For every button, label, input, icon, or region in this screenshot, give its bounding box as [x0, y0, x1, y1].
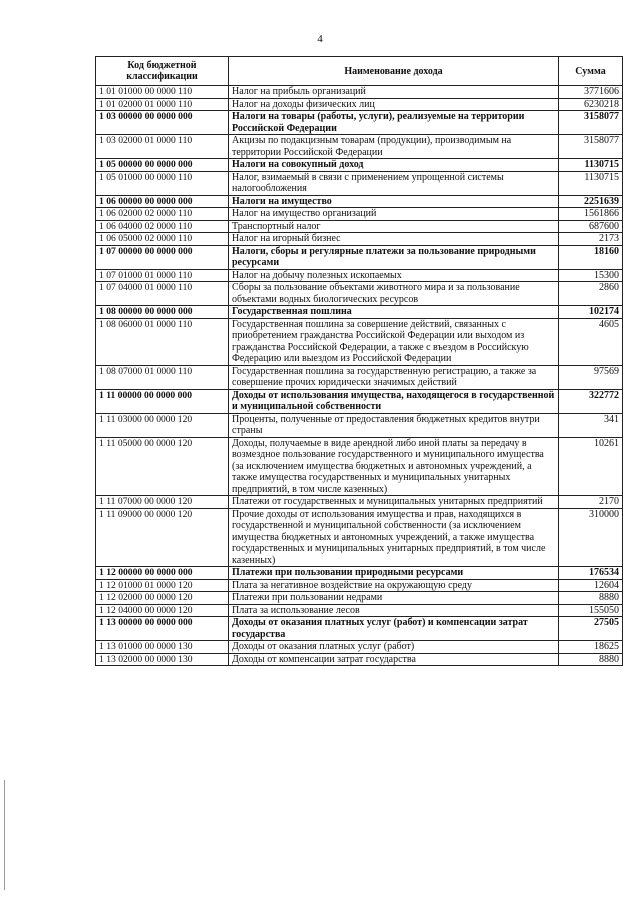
- row-name: Налог на прибыль организаций: [229, 86, 559, 99]
- row-sum: 18160: [559, 245, 623, 269]
- row-name: Доходы, получаемые в виде арендной либо иной платы за передачу в возмездное пользование государственного и муниципального имущества (за исключением имущества бюджетных и автономных учреждений, а также имущества государственных и муниципальных унитарных предприятий, в том числе казенных): [229, 437, 559, 496]
- table-row: [96, 220, 623, 233]
- row-sum: 3158077: [559, 111, 623, 135]
- table-row: [96, 579, 623, 592]
- row-sum: 310000: [559, 508, 623, 567]
- row-code: 1 11 03000 00 0000 120: [96, 413, 229, 437]
- table-row: [96, 641, 623, 654]
- row-name: Доходы от оказания платных услуг (работ): [229, 641, 559, 654]
- row-name: Доходы от использования имущества, находящегося в государственной и муниципальной собственности: [229, 389, 559, 413]
- row-code: 1 11 05000 00 0000 120: [96, 437, 229, 496]
- row-name: Налог на доходы физических лиц: [229, 98, 559, 111]
- row-code: 1 12 00000 00 0000 000: [96, 567, 229, 580]
- table-row: [96, 437, 623, 496]
- row-sum: 15300: [559, 269, 623, 282]
- header-name: Наименование дохода: [229, 57, 559, 86]
- row-name: Платежи от государственных и муниципальных унитарных предприятий: [229, 496, 559, 509]
- row-code: 1 01 02000 01 0000 110: [96, 98, 229, 111]
- table-row: [96, 245, 623, 269]
- table-row: [96, 592, 623, 605]
- row-name: Налоги на имущество: [229, 195, 559, 208]
- row-name: Плата за использование лесов: [229, 604, 559, 617]
- row-name: Налог на имущество организаций: [229, 208, 559, 221]
- table-row: [96, 389, 623, 413]
- row-sum: 322772: [559, 389, 623, 413]
- row-code: 1 07 00000 00 0000 000: [96, 245, 229, 269]
- row-code: 1 06 02000 02 0000 110: [96, 208, 229, 221]
- row-code: 1 07 04000 01 0000 110: [96, 282, 229, 306]
- table-row: [96, 135, 623, 159]
- row-name: Налоги на товары (работы, услуги), реализуемые на территории Российской Федерации: [229, 111, 559, 135]
- table-row: [96, 365, 623, 389]
- row-code: 1 06 05000 02 0000 110: [96, 233, 229, 246]
- table-row: [96, 617, 623, 641]
- row-code: 1 08 07000 01 0000 110: [96, 365, 229, 389]
- row-sum: 341: [559, 413, 623, 437]
- row-code: 1 11 09000 00 0000 120: [96, 508, 229, 567]
- row-sum: 8880: [559, 653, 623, 666]
- row-sum: 687600: [559, 220, 623, 233]
- table-row: [96, 171, 623, 195]
- row-sum: 1130715: [559, 171, 623, 195]
- row-code: 1 12 02000 00 0000 120: [96, 592, 229, 605]
- table-row: [96, 282, 623, 306]
- row-code: 1 13 00000 00 0000 000: [96, 617, 229, 641]
- row-sum: 1130715: [559, 159, 623, 172]
- row-name: Налоги, сборы и регулярные платежи за пользование природными ресурсами: [229, 245, 559, 269]
- table-row: [96, 653, 623, 666]
- scan-edge-mark: [4, 780, 5, 890]
- revenue-table: [95, 56, 623, 666]
- row-sum: 2173: [559, 233, 623, 246]
- row-name: Налог на добычу полезных ископаемых: [229, 269, 559, 282]
- row-code: 1 05 00000 00 0000 000: [96, 159, 229, 172]
- row-sum: 2170: [559, 496, 623, 509]
- row-sum: 18625: [559, 641, 623, 654]
- table-row: [96, 508, 623, 567]
- table-row: [96, 233, 623, 246]
- table-row: [96, 98, 623, 111]
- row-code: 1 12 01000 01 0000 120: [96, 579, 229, 592]
- table-body: [96, 86, 623, 666]
- table-row: [96, 306, 623, 319]
- row-sum: 2251639: [559, 195, 623, 208]
- row-sum: 2860: [559, 282, 623, 306]
- row-code: 1 13 02000 00 0000 130: [96, 653, 229, 666]
- table-row: [96, 208, 623, 221]
- row-name: Налог на игорный бизнес: [229, 233, 559, 246]
- row-name: Сборы за пользование объектами животного мира и за пользование объектами водных биологических ресурсов: [229, 282, 559, 306]
- row-code: 1 11 07000 00 0000 120: [96, 496, 229, 509]
- row-code: 1 03 00000 00 0000 000: [96, 111, 229, 135]
- row-name: Плата за негативное воздействие на окружающую среду: [229, 579, 559, 592]
- table-row: [96, 604, 623, 617]
- row-code: 1 07 01000 01 0000 110: [96, 269, 229, 282]
- row-name: Государственная пошлина: [229, 306, 559, 319]
- row-name: Платежи при пользовании природными ресурсами: [229, 567, 559, 580]
- table-row: [96, 496, 623, 509]
- row-code: 1 11 00000 00 0000 000: [96, 389, 229, 413]
- row-name: Налог, взимаемый в связи с применением упрощенной системы налогообложения: [229, 171, 559, 195]
- table-row: [96, 269, 623, 282]
- row-sum: 27505: [559, 617, 623, 641]
- table-row: [96, 413, 623, 437]
- row-code: 1 06 04000 02 0000 110: [96, 220, 229, 233]
- table-row: [96, 567, 623, 580]
- row-sum: 97569: [559, 365, 623, 389]
- row-sum: 102174: [559, 306, 623, 319]
- row-name: Прочие доходы от использования имущества и прав, находящихся в государственной и муниципальной собственности (за исключением имущества бюджетных и автономных учреждений, а также имущества государственных и муниципальных унитарных предприятий, в том числе казенных): [229, 508, 559, 567]
- table-row: [96, 111, 623, 135]
- row-name: Государственная пошлина за совершение действий, связанных с приобретением гражданства Российской Федерации или выходом из гражданства Российской Федерации, а также с въездом в Российскую Федерацию или выездом из Российской Федерации: [229, 318, 559, 365]
- row-code: 1 06 00000 00 0000 000: [96, 195, 229, 208]
- page-number: 4: [317, 33, 323, 45]
- header-code: Код бюджетной классификации: [96, 57, 229, 86]
- row-name: Государственная пошлина за государственную регистрацию, а также за совершение прочих юридически значимых действий: [229, 365, 559, 389]
- row-sum: 10261: [559, 437, 623, 496]
- row-name: Доходы от компенсации затрат государства: [229, 653, 559, 666]
- table-header-row: [96, 57, 623, 86]
- table-row: [96, 195, 623, 208]
- row-sum: 3158077: [559, 135, 623, 159]
- row-sum: 3771606: [559, 86, 623, 99]
- row-sum: 8880: [559, 592, 623, 605]
- table-row: [96, 159, 623, 172]
- row-name: Платежи при пользовании недрами: [229, 592, 559, 605]
- row-code: 1 12 04000 00 0000 120: [96, 604, 229, 617]
- row-sum: 12604: [559, 579, 623, 592]
- row-name: Проценты, полученные от предоставления бюджетных кредитов внутри страны: [229, 413, 559, 437]
- row-code: 1 08 00000 00 0000 000: [96, 306, 229, 319]
- row-name: Транспортный налог: [229, 220, 559, 233]
- row-name: Акцизы по подакцизным товарам (продукции), производимым на территории Российской Федерации: [229, 135, 559, 159]
- row-code: 1 01 01000 00 0000 110: [96, 86, 229, 99]
- row-code: 1 08 06000 01 0000 110: [96, 318, 229, 365]
- header-sum: Сумма: [559, 57, 623, 86]
- row-code: 1 13 01000 00 0000 130: [96, 641, 229, 654]
- table-row: [96, 86, 623, 99]
- row-name: Налоги на совокупный доход: [229, 159, 559, 172]
- row-code: 1 05 01000 00 0000 110: [96, 171, 229, 195]
- row-sum: 176534: [559, 567, 623, 580]
- row-code: 1 03 02000 01 0000 110: [96, 135, 229, 159]
- row-sum: 1561866: [559, 208, 623, 221]
- row-sum: 155050: [559, 604, 623, 617]
- table-row: [96, 318, 623, 365]
- row-sum: 6230218: [559, 98, 623, 111]
- row-sum: 4605: [559, 318, 623, 365]
- row-name: Доходы от оказания платных услуг (работ) и компенсации затрат государства: [229, 617, 559, 641]
